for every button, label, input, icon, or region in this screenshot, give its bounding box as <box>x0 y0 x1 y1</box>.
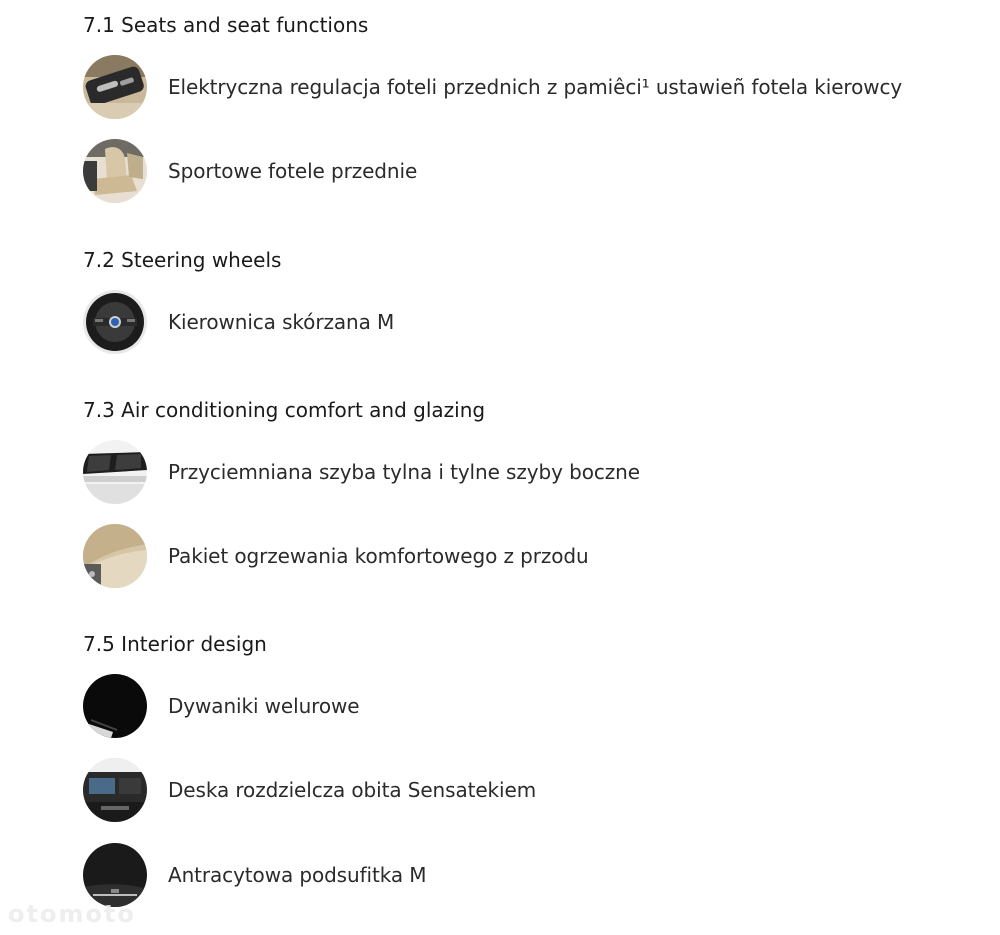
list-item-heated-comfort <box>83 524 589 588</box>
sport-seats-thumbnail-icon <box>83 139 147 203</box>
item-label: Elektryczna regulacja foteli przednich z pamiêci¹ ustawieñ fotela kierowcy <box>168 75 903 99</box>
list-item-headliner <box>83 843 426 907</box>
list-item-sport-seats <box>83 139 417 203</box>
item-label: Deska rozdzielcza obita Sensatekiem <box>168 778 537 802</box>
section-title-interior-design: 7.5 Interior design <box>83 632 267 656</box>
seat-memory-controls-thumbnail-icon <box>83 55 147 119</box>
item-label: Antracytowa podsufitka M <box>168 863 427 887</box>
watermark-logo: otomoto <box>8 900 136 928</box>
velour-mats-thumbnail-icon <box>83 674 147 738</box>
list-item-dashboard <box>83 758 536 822</box>
list-item-steering-wheel <box>83 290 394 354</box>
item-label: Sportowe fotele przednie <box>168 159 418 183</box>
steering-wheel-thumbnail-icon <box>83 290 147 354</box>
section-title-steering: 7.2 Steering wheels <box>83 248 282 272</box>
list-item-tinted-glass <box>83 440 640 504</box>
heated-comfort-thumbnail-icon <box>83 524 147 588</box>
list-item-velour-mats <box>83 674 359 738</box>
dashboard-thumbnail-icon <box>83 758 147 822</box>
item-label: Pakiet ogrzewania komfortowego z przodu <box>168 544 589 568</box>
headliner-thumbnail-icon <box>83 843 147 907</box>
item-label: Kierownica skórzana M <box>168 310 395 334</box>
tinted-glass-thumbnail-icon <box>83 440 147 504</box>
section-title-seats: 7.1 Seats and seat functions <box>83 13 369 37</box>
item-label: Przyciemniana szyba tylna i tylne szyby boczne <box>168 460 640 484</box>
item-label: Dywaniki welurowe <box>168 694 360 718</box>
section-title-air-conditioning: 7.3 Air conditioning comfort and glazing <box>83 398 486 422</box>
list-item-seat-memory <box>83 55 902 119</box>
